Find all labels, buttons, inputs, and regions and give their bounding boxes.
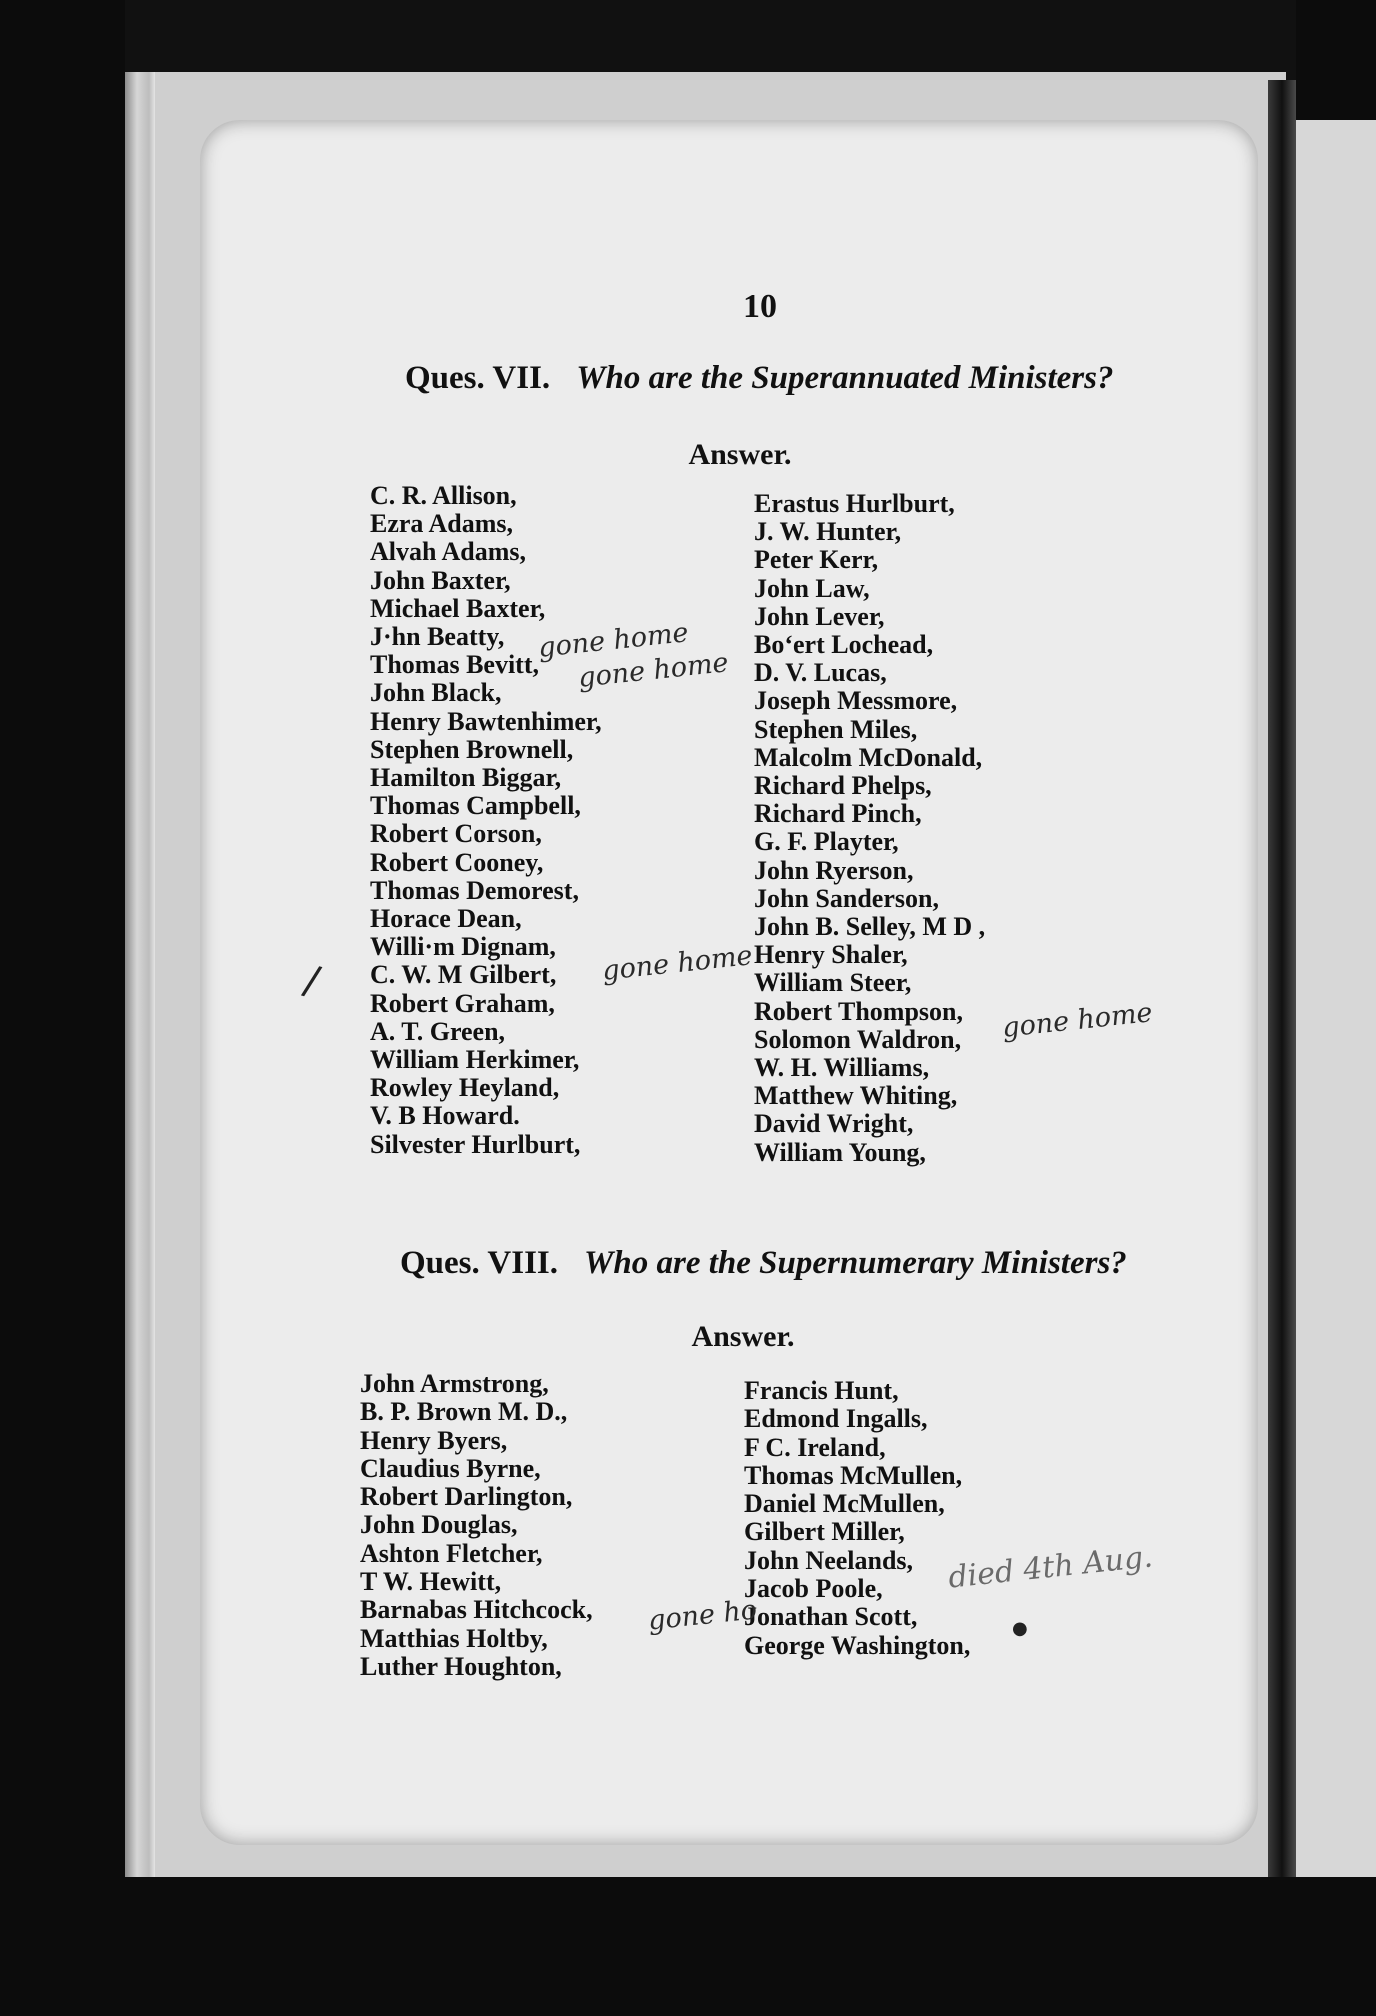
minister-name: Richard Pinch,: [754, 799, 922, 829]
minister-name: F C. Ireland,: [744, 1432, 886, 1462]
minister-name: Thomas McMullen,: [744, 1460, 963, 1490]
scan-left-edge: [0, 0, 125, 2016]
question-viii: [400, 1245, 1180, 1282]
minister-name: Edmond Ingalls,: [744, 1404, 928, 1434]
ink-dot: ●: [1012, 1618, 1028, 1639]
answer-heading: Answer.: [691, 1320, 795, 1353]
minister-name: Robert Cooney,: [370, 847, 544, 877]
answer-heading: Answer.: [688, 438, 792, 471]
minister-name: John Sanderson,: [754, 883, 939, 913]
question-label: Ques. VII.: [405, 360, 551, 396]
minister-name: John Douglas,: [360, 1510, 518, 1540]
question-text: Who are the Superannuated Ministers?: [576, 360, 1114, 396]
scan-bottom-edge: [125, 1877, 1376, 2016]
minister-name: Jacob Poole,: [744, 1574, 883, 1604]
margin-tick-mark: /: [299, 957, 325, 1005]
minister-name: V. B Howard.: [370, 1101, 520, 1131]
minister-name: Stephen Brownell,: [370, 734, 574, 764]
minister-name: John Black,: [370, 678, 502, 708]
minister-name: Barnabas Hitchcock,: [360, 1595, 593, 1625]
names-right-viii: [744, 1377, 970, 1660]
page-stack-edge: [125, 72, 155, 1877]
minister-name: John Neelands,: [744, 1545, 914, 1575]
minister-name: Robert Darlington,: [360, 1482, 573, 1512]
minister-name: Silvester Hurlburt,: [370, 1129, 581, 1159]
minister-name: William Herkimer,: [370, 1045, 580, 1075]
minister-name: Peter Kerr,: [754, 545, 879, 575]
minister-name: C. R. Allison,: [370, 481, 517, 510]
minister-name: Ezra Adams,: [370, 509, 513, 539]
minister-name: G. F. Playter,: [754, 827, 899, 857]
minister-name: John Armstrong,: [360, 1369, 549, 1398]
minister-name: Henry Byers,: [360, 1425, 508, 1455]
facing-page-edge: [1296, 80, 1376, 1880]
minister-name: B. P. Brown M. D.,: [360, 1397, 568, 1427]
minister-name: John Baxter,: [370, 565, 511, 595]
minister-name: Stephen Miles,: [754, 714, 918, 744]
minister-name: Thomas Bevitt,: [370, 650, 539, 680]
minister-name: John Law,: [754, 573, 870, 603]
minister-name: John Ryerson,: [754, 855, 914, 885]
handwritten-note: died 4th Aug.: [946, 1539, 1155, 1596]
minister-name: Horace Dean,: [370, 904, 522, 934]
minister-name: David Wright,: [754, 1109, 914, 1139]
minister-name: Thomas Campbell,: [370, 791, 581, 821]
minister-name: Thomas Demorest,: [370, 875, 579, 905]
question-label: Ques. VIII.: [400, 1245, 559, 1281]
minister-name: Gilbert Miller,: [744, 1517, 905, 1547]
minister-name: Matthew Whiting,: [754, 1081, 958, 1111]
minister-name: Jonathan Scott,: [744, 1602, 918, 1632]
minister-name: A. T. Green,: [370, 1016, 506, 1046]
minister-name: T W. Hewitt,: [360, 1567, 502, 1597]
minister-name: Willi·m Dignam,: [370, 932, 556, 962]
minister-name: Henry Shaler,: [754, 940, 908, 970]
minister-name: Malcolm McDonald,: [754, 742, 983, 772]
minister-name: Alvah Adams,: [370, 537, 527, 567]
minister-name: Claudius Byrne,: [360, 1453, 541, 1483]
minister-name: Michael Baxter,: [370, 593, 546, 623]
book-binding: [1268, 80, 1296, 1880]
question-text: Who are the Supernumerary Ministers?: [584, 1245, 1127, 1281]
minister-name: Solomon Waldron,: [754, 1024, 962, 1054]
minister-name: Ashton Fletcher,: [360, 1538, 543, 1568]
minister-name: W. H. Williams,: [754, 1053, 930, 1083]
minister-name: Robert Corson,: [370, 819, 542, 849]
minister-name: C. W. M Gilbert,: [370, 960, 557, 990]
minister-name: J. W. Hunter,: [754, 517, 902, 547]
handwritten-note: gone home: [600, 940, 754, 987]
handwritten-note: gone ho: [646, 1594, 759, 1637]
minister-name: Matthias Holtby,: [360, 1623, 548, 1653]
minister-name: Robert Thompson,: [754, 996, 964, 1026]
minister-name: John B. Selley, M D ,: [754, 912, 986, 942]
handwritten-note: gone home: [576, 647, 730, 694]
minister-name: Rowley Heyland,: [370, 1073, 560, 1103]
minister-name: William Steer,: [754, 968, 912, 998]
minister-name: William Young,: [754, 1137, 926, 1167]
minister-name: J·hn Beatty,: [370, 622, 505, 652]
handwritten-note: gone home: [1000, 997, 1154, 1044]
handwritten-note: gone home: [536, 617, 690, 664]
minister-name: George Washington,: [744, 1630, 971, 1660]
minister-name: Erastus Hurlburt,: [754, 489, 955, 518]
minister-name: Boʻert Lochead,: [754, 630, 934, 660]
scan-corner: [1296, 0, 1376, 120]
names-left-viii: [360, 1370, 593, 1681]
page-number: 10: [743, 288, 777, 325]
minister-name: Daniel McMullen,: [744, 1489, 945, 1519]
minister-name: Richard Phelps,: [754, 771, 932, 801]
minister-name: Henry Bawtenhimer,: [370, 706, 602, 736]
question-vii: [405, 360, 1185, 397]
minister-name: Joseph Messmore,: [754, 686, 958, 716]
minister-name: John Lever,: [754, 601, 885, 631]
minister-name: Robert Graham,: [370, 988, 555, 1018]
minister-name: Luther Houghton,: [360, 1651, 562, 1681]
minister-name: Francis Hunt,: [744, 1376, 899, 1405]
minister-name: D. V. Lucas,: [754, 658, 887, 688]
minister-name: Hamilton Biggar,: [370, 763, 562, 793]
names-left-vii: [370, 482, 602, 1159]
names-right-vii: [754, 490, 985, 1167]
